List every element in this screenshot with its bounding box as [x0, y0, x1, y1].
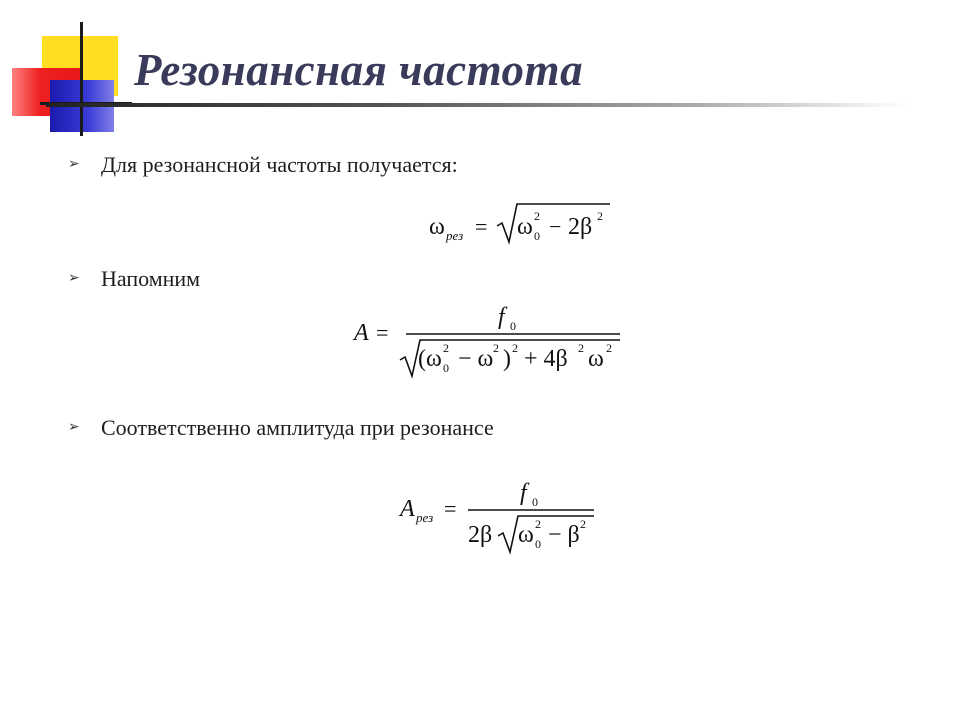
superscript-two: 2 — [512, 341, 518, 355]
superscript-two: 2 — [580, 517, 586, 531]
plus-four-beta: + 4β — [524, 346, 568, 372]
subscript-res: рез — [416, 510, 434, 525]
superscript-two: 2 — [606, 341, 612, 355]
formula-amplitude — [350, 300, 630, 392]
subscript-zero: 0 — [510, 319, 516, 333]
slide-title: Резонансная частота — [134, 45, 584, 95]
bullet-text-amplitude-resonance: Соответственно амплитуда при резонансе — [101, 415, 494, 440]
bullet-marker: ➢ — [68, 157, 80, 172]
equals-sign: = — [444, 496, 457, 521]
equals-sign: = — [376, 320, 389, 345]
slide-logo — [0, 0, 140, 140]
omega-zero: ω — [517, 214, 533, 240]
open-paren-omega: (ω — [418, 346, 442, 372]
amplitude-symbol: A — [354, 320, 369, 346]
minus-beta: − β — [548, 522, 580, 548]
formula-amplitude-res — [396, 474, 606, 566]
superscript-two: 2 — [534, 209, 540, 223]
bullet-text-resonance: Для резонансной частоты получается: — [101, 152, 458, 177]
omega-zero: ω — [518, 522, 534, 548]
force-symbol: f — [520, 480, 527, 506]
subscript-zero: 0 — [534, 229, 540, 243]
two-beta: 2β — [468, 522, 493, 548]
minus-omega: − ω — [458, 346, 494, 372]
subscript-zero: 0 — [532, 495, 538, 509]
bullet-marker: ➢ — [68, 271, 80, 286]
superscript-two: 2 — [493, 341, 499, 355]
bullet-marker: ➢ — [68, 420, 80, 435]
superscript-two: 2 — [578, 341, 584, 355]
minus-sign: − — [549, 214, 562, 239]
omega-symbol: ω — [429, 214, 445, 240]
bullet-text-recall: Напомним — [101, 266, 201, 291]
superscript-two: 2 — [443, 341, 449, 355]
amplitude-symbol: A — [400, 496, 415, 522]
force-symbol: f — [498, 304, 505, 330]
equals-sign: = — [475, 214, 488, 239]
subscript-zero: 0 — [535, 537, 541, 551]
subscript-zero: 0 — [443, 361, 449, 375]
formula-omega-res — [425, 198, 625, 254]
subscript-res: рез — [446, 228, 464, 243]
close-paren: ) — [503, 346, 511, 372]
two-beta: 2β — [568, 214, 593, 240]
logo-vertical-line — [80, 22, 83, 136]
superscript-two: 2 — [597, 209, 603, 223]
superscript-two: 2 — [535, 517, 541, 531]
omega-symbol: ω — [588, 346, 604, 372]
title-underline — [46, 103, 906, 107]
